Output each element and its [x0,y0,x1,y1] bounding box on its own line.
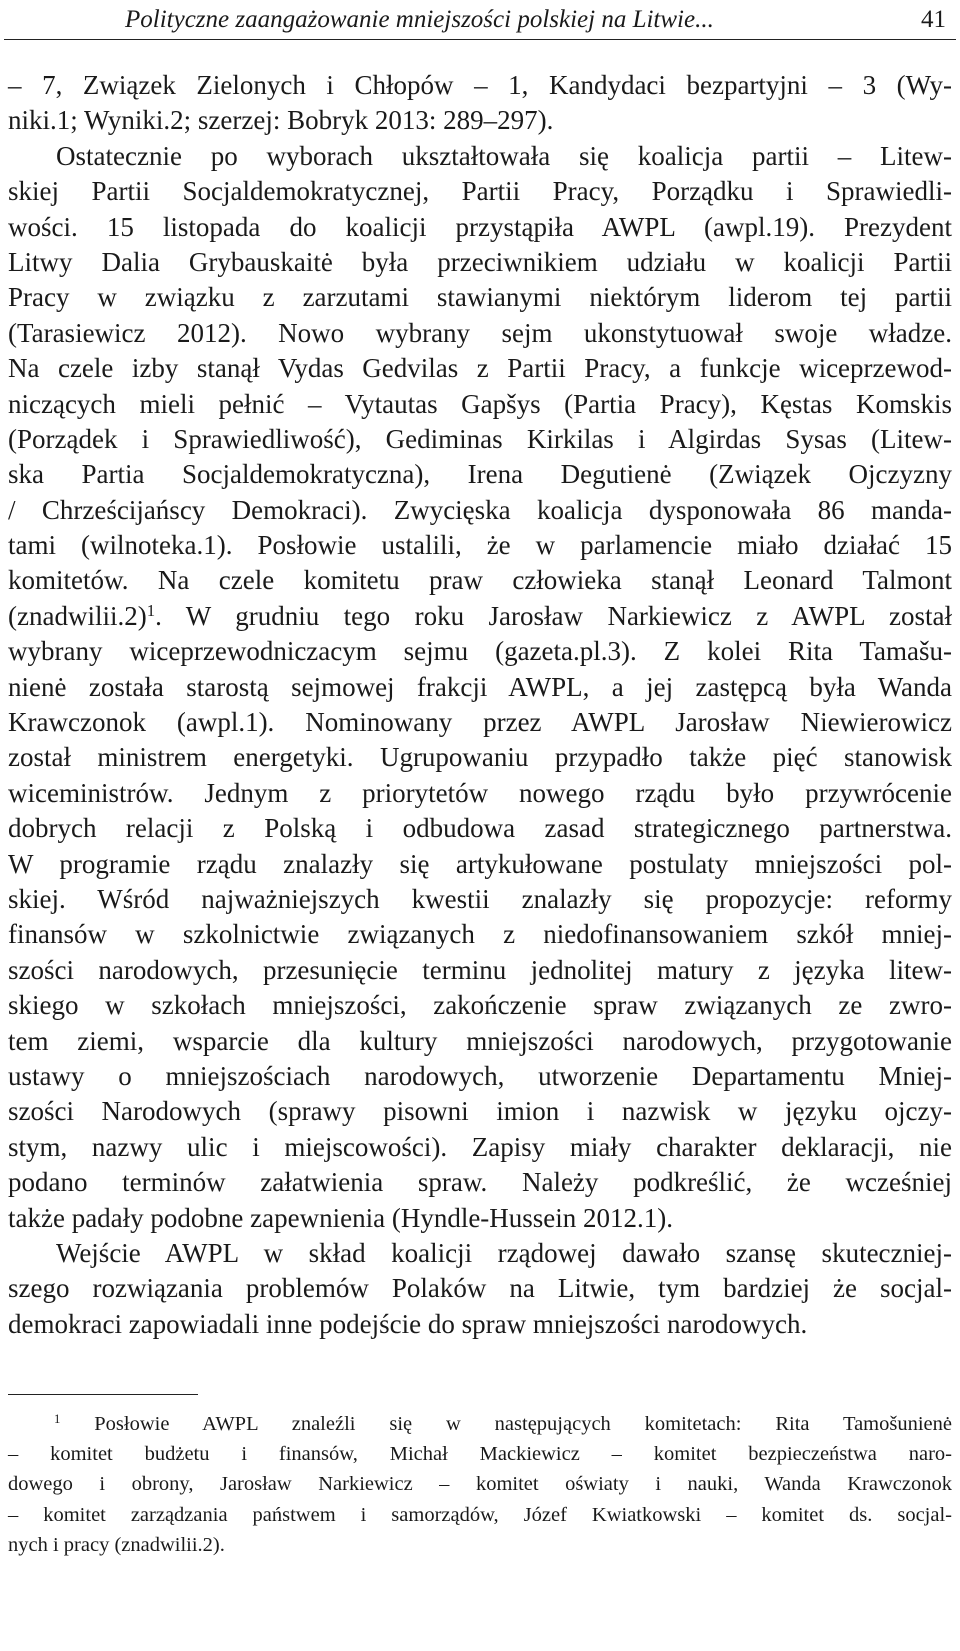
text-line: Na czele izby stanął Vydas Gedvilas z Partii Pracy, a funkcje wiceprzewod- [8,353,952,384]
footnote-separator [8,1394,198,1395]
text-line: został ministrem energetyki. Ugrupowaniu przypadło także pięć stanowisk [8,742,952,773]
text-line: Ostatecznie po wyborach ukształtowała się koalicja partii – Litew- [56,140,952,171]
text-fragment: . W grudniu tego roku Jarosław Narkiewicz z AWPL został [155,600,952,631]
footnote-line [8,1409,952,1439]
text-line: W programie rządu znalazły się artykułowane postulaty mniejszości pol- [8,848,952,879]
footnote-marker: 1 [54,1412,61,1427]
text-fragment: (znadwilii.2) [8,600,147,631]
footnote-text: Posłowie AWPL znaleźli się w następujących komitetach: Rita Tamošunienė [94,1413,953,1435]
text-line: ustawy o mniejszościach narodowych, utworzenie Departamentu Mniej- [8,1060,952,1091]
text-line: – 7, Związek Zielonych i Chłopów – 1, Kandydaci bezpartyjni – 3 (Wy- [8,70,952,100]
text-line: niczących mieli pełnić – Vytautas Gapšys (Partia Pracy), Kęstas Komskis [8,388,952,419]
header-rule [4,39,956,40]
text-line: ska Partia Socjaldemokratyczna), Irena Degutienė (Związek Ojczyzny [8,459,952,490]
text-line: dobrych relacji z Polską i odbudowa zasad strategicznego partnerstwa. [8,813,952,844]
text-line: stym, nazwy ulic i miejscowości). Zapisy miały charakter deklaracji, nie [8,1131,952,1162]
footnote-line: dowego i obrony, Jarosław Narkiewicz – komitet oświaty i nauki, Wanda Krawczonok [8,1473,952,1496]
text-line: tami (wilnoteka.1). Posłowie ustalili, że w parlamencie miało działać 15 [8,530,952,561]
text-line: skiej Partii Socjaldemokratycznej, Partii Pracy, Porządku i Sprawiedli- [8,176,952,207]
text-line: (Porządek i Sprawiedliwość), Gediminas Kirkilas i Algirdas Sysas (Litew- [8,423,952,454]
text-line: niki.1; Wyniki.2; szerzej: Bobryk 2013: 289–297). [8,105,554,136]
text-line: skiej. Wśród najważniejszych kwestii znalazły się propozycje: reformy [8,883,952,914]
footnote-line: – komitet zarządzania państwem i samorządów, Józef Kwiatkowski – komitet ds. socjal- [8,1503,952,1526]
page-number: 41 [921,6,946,33]
running-header [0,4,960,36]
text-line: (Tarasiewicz 2012). Nowo wybrany sejm ukonstytuował swoje władze. [8,317,952,348]
text-line: skiego w szkołach mniejszości, zakończenie spraw związanych ze zwro- [8,990,952,1021]
body-text [8,68,952,1342]
text-line: demokraci zapowiadali inne podejście do spraw mniejszości narodowych. [8,1308,808,1339]
footnote-line: – komitet budżetu i finansów, Michał Mackiewicz – komitet bezpieczeństwa naro- [8,1443,952,1466]
running-title: Polityczne zaangażowanie mniejszości polskiej na Litwie... [125,6,714,33]
footnote [8,1409,952,1560]
text-line: komitetów. Na czele komitetu praw człowieka stanął Leonard Talmont [8,565,952,596]
text-line: podano terminów załatwienia spraw. Należy podkreślić, że wcześniej [8,1167,952,1198]
text-line: Pracy w związku z zarzutami stawianymi niektórym liderom tej partii [8,282,952,313]
footnote-line: nych i pracy (znadwilii.2). [8,1533,225,1556]
text-line: Litwy Dalia Grybauskaitė była przeciwnikiem udziału w koalicji Partii [8,246,952,277]
text-line: / Chrześcijańscy Demokraci). Zwycięska koalicja dysponowała 86 manda- [8,494,952,525]
text-line: Krawczonok (awpl.1). Nominowany przez AWPL Jarosław Niewierowicz [8,707,952,738]
text-line: szości Narodowych (sprawy pisowni imion i nazwisk w języku ojczy- [8,1096,952,1127]
text-line: wiceministrów. Jednym z priorytetów nowego rządu było przywrócenie [8,777,952,808]
text-line: wybrany wiceprzewodniczacym sejmu (gazeta.pl.3). Z kolei Rita Tamašu- [8,636,952,667]
text-line: nienė została starostą sejmowej frakcji AWPL, a jej zastępcą była Wanda [8,671,952,702]
text-line: Wejście AWPL w skład koalicji rządowej dawało szansę skuteczniej- [56,1237,952,1268]
text-line: finansów w szkolnictwie związanych z niedofinansowaniem szkół mniej- [8,919,952,950]
text-line-with-footnote-ref [8,599,952,634]
text-line: także padały podobne zapewnienia (Hyndle-Hussein 2012.1). [8,1202,674,1233]
footnote-reference[interactable]: 1 [146,600,156,620]
text-line: tem ziemi, wsparcie dla kultury mniejszości narodowych, przygotowanie [8,1025,952,1056]
text-line: szości narodowych, przesunięcie terminu jednolitej matury z języka litew- [8,954,952,985]
text-line: wości. 15 listopada do koalicji przystąpiła AWPL (awpl.19). Prezydent [8,211,952,242]
text-line: szego rozwiązania problemów Polaków na Litwie, tym bardziej że socjal- [8,1273,952,1304]
